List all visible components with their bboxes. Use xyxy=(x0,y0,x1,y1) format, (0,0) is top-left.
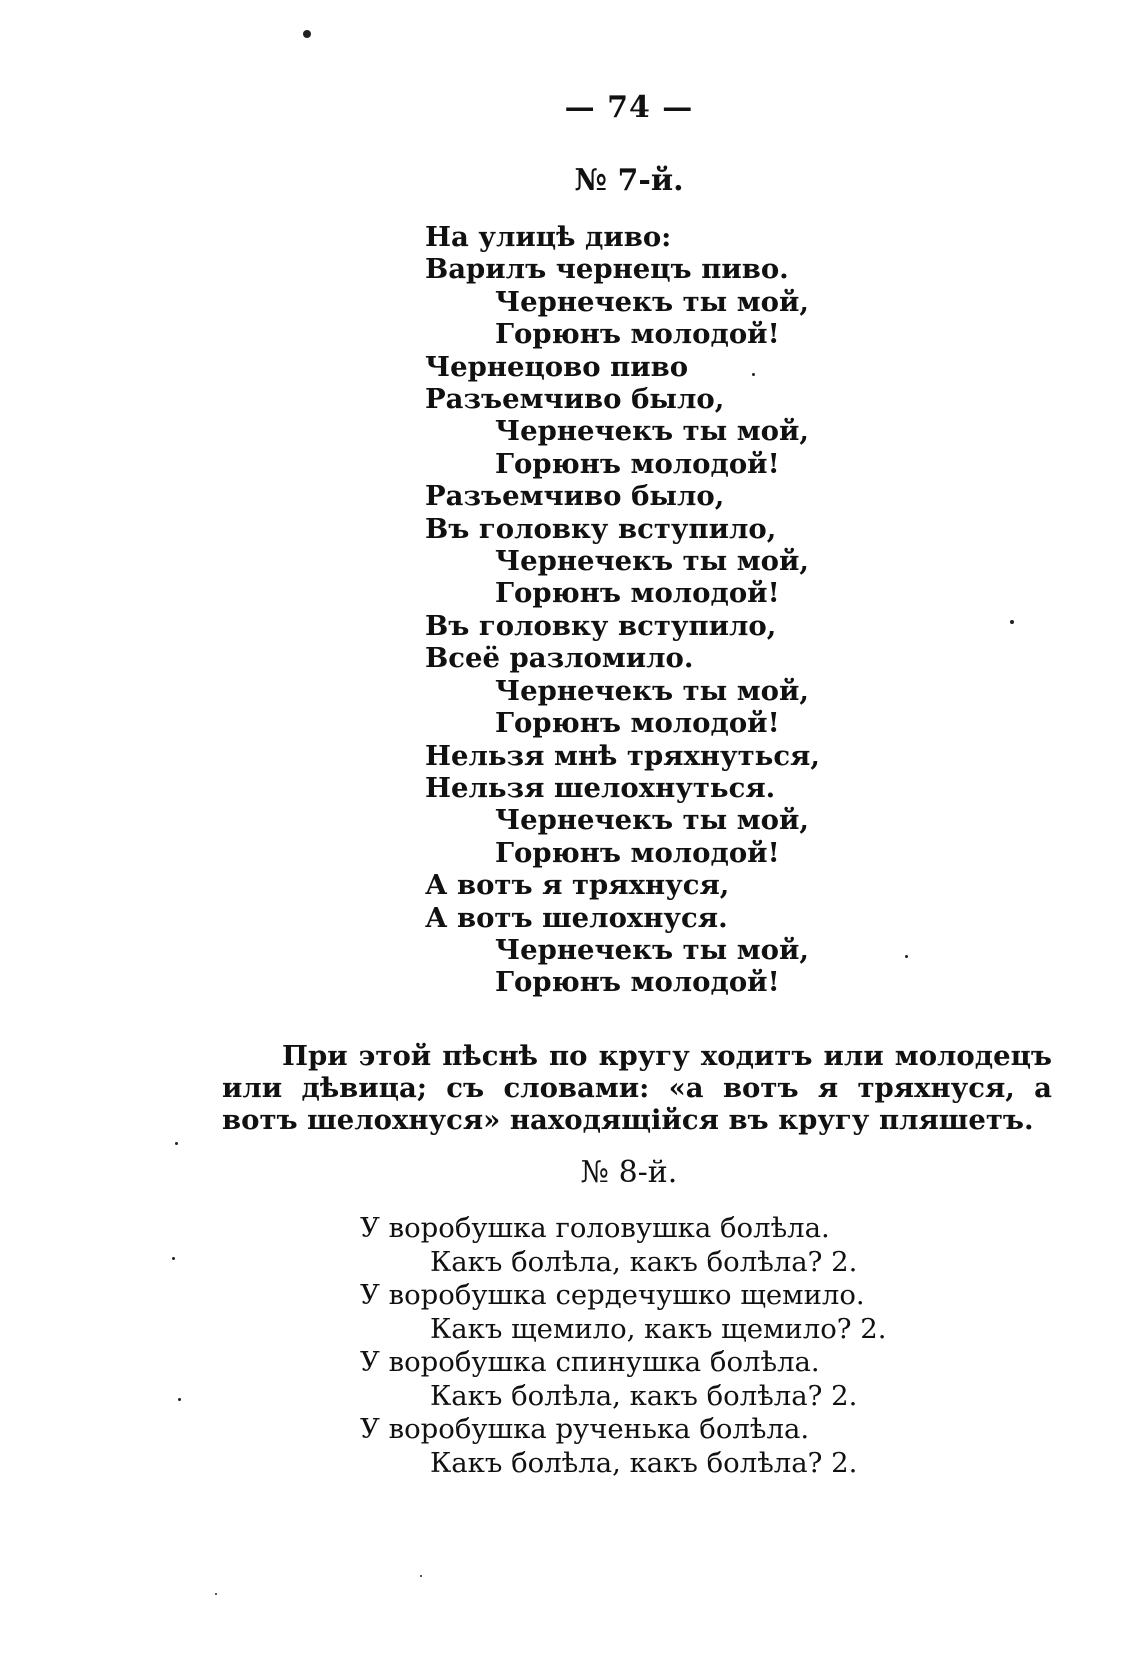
poem-line: А вотъ шелохнуся. xyxy=(425,901,728,934)
poem-refrain-line: Горюнъ молодой! xyxy=(495,966,780,999)
poem-refrain-line: Какъ болѣла, какъ болѣла? 2. xyxy=(430,1446,858,1479)
page-number: — 74 — xyxy=(564,90,694,125)
song-7-heading: № 7-й. xyxy=(574,163,684,198)
poem-line: Разъемчиво было, xyxy=(425,480,725,513)
scan-speck xyxy=(215,1593,217,1595)
song-7-commentary: При этой пѣснѣ по кругу ходитъ или молодецъ или дѣвица; съ словами: «а вотъ я тряхнуся, а вотъ шелохнуся» находящійся въ кругу пляшетъ. xyxy=(222,1039,1052,1136)
poem-refrain-line: Горюнъ молодой! xyxy=(495,318,780,351)
poem-refrain-line: Горюнъ молодой! xyxy=(495,577,780,610)
poem-refrain-line: Чернечекъ ты мой, xyxy=(495,804,809,837)
poem-refrain-line: Какъ болѣла, какъ болѣла? 2. xyxy=(430,1379,858,1412)
scan-speck xyxy=(420,1575,422,1577)
poem-line: Варилъ чернецъ пиво. xyxy=(425,253,789,286)
poem-line: У воробушка сердечушко щемило. xyxy=(360,1279,865,1311)
scan-speck xyxy=(178,1398,181,1401)
song-8-heading: № 8-й. xyxy=(580,1155,678,1190)
scan-speck xyxy=(752,373,755,376)
poem-line: Разъемчиво было, xyxy=(425,383,725,416)
scan-speck xyxy=(905,955,908,958)
poem-refrain-line: Чернечекъ ты мой, xyxy=(495,415,809,448)
poem-refrain-line: Горюнъ молодой! xyxy=(495,707,780,740)
poem-line: Чернецово пиво xyxy=(425,350,689,383)
poem-line: А вотъ я тряхнуся, xyxy=(425,869,730,902)
poem-refrain-line: Чернечекъ ты мой, xyxy=(495,933,809,966)
poem-refrain-line: Какъ щемило, какъ щемило? 2. xyxy=(430,1312,887,1345)
poem-line: Нельзя мнѣ тряхнуться, xyxy=(425,739,820,772)
scan-speck xyxy=(172,1257,175,1260)
poem-refrain-line: Чернечекъ ты мой, xyxy=(495,285,809,318)
poem-refrain-line: Горюнъ молодой! xyxy=(495,447,780,480)
poem-line: Въ головку вступило, xyxy=(425,512,777,545)
scan-speck xyxy=(175,1142,178,1145)
poem-line: Въ головку вступило, xyxy=(425,609,777,642)
poem-line: Всеё разломило. xyxy=(425,642,694,675)
song-7-poem xyxy=(425,221,820,999)
poem-refrain-line: Чернечекъ ты мой, xyxy=(495,545,809,578)
poem-line: Нельзя шелохнуться. xyxy=(425,771,776,804)
scan-speck xyxy=(1010,620,1014,624)
poem-line: У воробушка рученька болѣла. xyxy=(360,1413,810,1445)
poem-refrain-line: Какъ болѣла, какъ болѣла? 2. xyxy=(430,1245,858,1278)
poem-refrain-line: Горюнъ молодой! xyxy=(495,836,780,869)
poem-line: На улицѣ диво: xyxy=(425,221,672,253)
song-8-poem xyxy=(360,1212,887,1480)
poem-refrain-line: Чернечекъ ты мой, xyxy=(495,674,809,707)
scan-speck xyxy=(303,30,311,38)
poem-line: У воробушка головушка болѣла. xyxy=(360,1212,830,1244)
poem-line: У воробушка спинушка болѣла. xyxy=(360,1346,820,1378)
